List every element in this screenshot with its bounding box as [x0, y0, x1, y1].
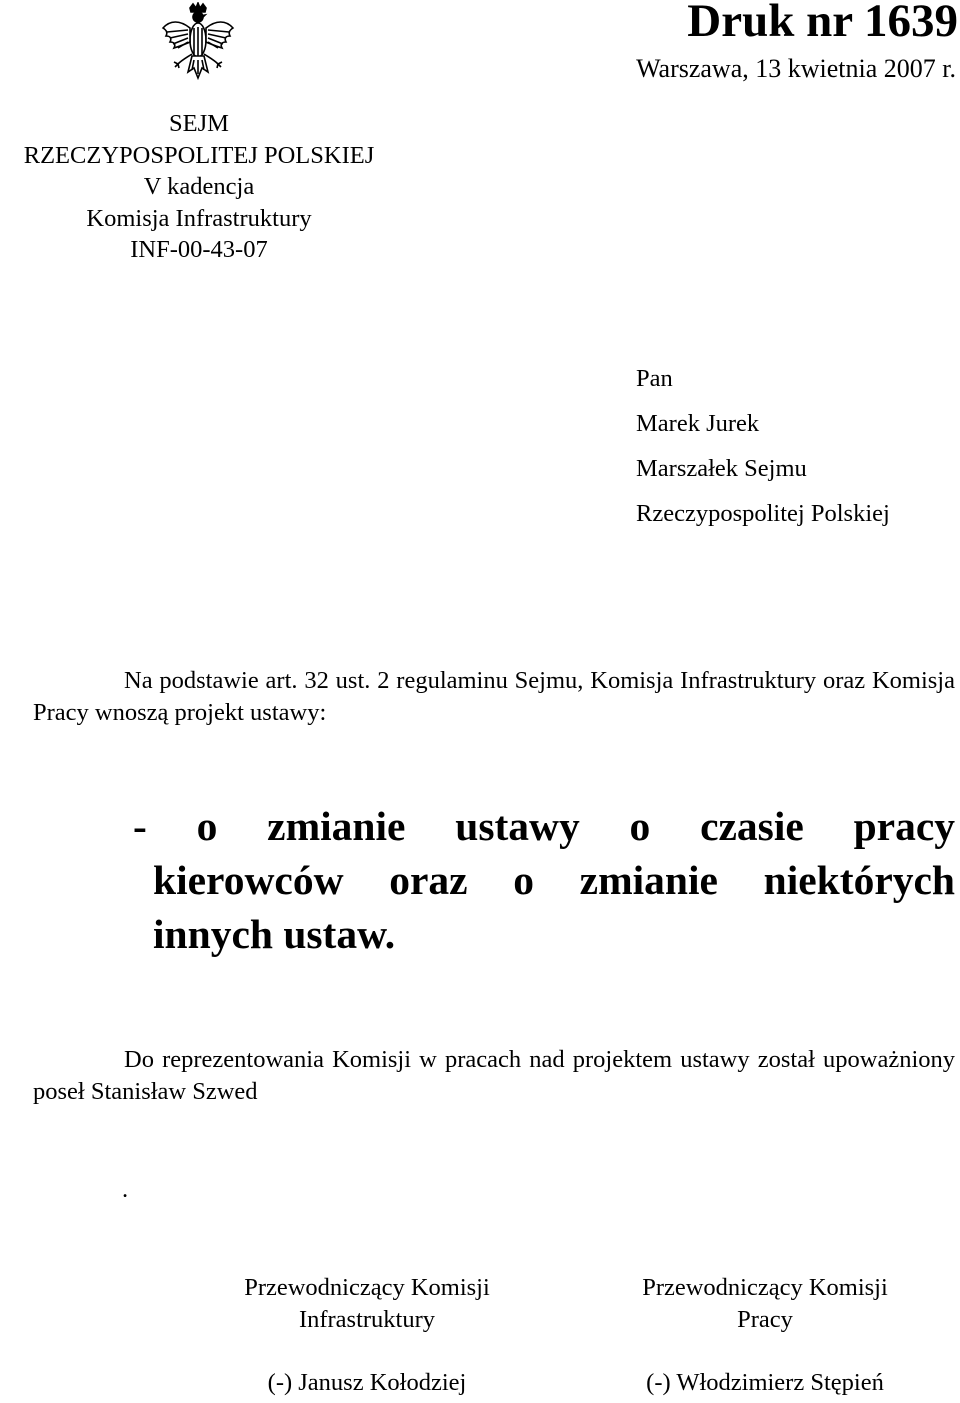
addressee-block	[636, 356, 890, 536]
intro-paragraph	[33, 665, 955, 729]
separator-dot: .	[122, 1176, 129, 1203]
intro-text: Na podstawie art. 32 ust. 2 regulaminu Sejmu, Komisja Infrastruktury oraz Komisja Pracy wnoszą projekt ustawy:	[33, 667, 955, 726]
addressee-line: Marek Jurek	[636, 410, 760, 437]
signature-name: (-) Włodzimierz Stępień	[646, 1369, 884, 1396]
signature-infrastructure	[207, 1272, 527, 1399]
sender-line: INF-00-43-07	[130, 236, 268, 263]
bill-title-line: innych ustaw.	[153, 911, 396, 957]
sender-block	[0, 108, 398, 266]
signature-labour	[605, 1272, 925, 1399]
place-and-date: Warszawa, 13 kwietnia 2007 r.	[636, 54, 956, 83]
polish-eagle-emblem-icon	[160, 2, 236, 80]
signature-title: Pracy	[737, 1306, 793, 1333]
representative-paragraph	[33, 1044, 955, 1108]
addressee-line: Pan	[636, 365, 673, 392]
bill-title	[133, 799, 955, 961]
addressee-line: Marszałek Sejmu	[636, 455, 807, 482]
bill-title-line: kierowców oraz o zmianie niektórych	[153, 857, 955, 903]
signature-title: Przewodniczący Komisji	[244, 1274, 490, 1301]
sender-line: RZECZYPOSPOLITEJ POLSKIEJ	[23, 141, 375, 169]
signature-name: (-) Janusz Kołodziej	[267, 1369, 467, 1396]
sender-line: Komisja Infrastruktury	[86, 204, 312, 232]
sender-line: V kadencja	[143, 173, 255, 200]
addressee-line: Rzeczypospolitej Polskiej	[636, 500, 890, 527]
print-number: Druk nr 1639	[687, 0, 958, 47]
signature-title: Przewodniczący Komisji	[642, 1274, 888, 1301]
sender-line: SEJM	[169, 110, 229, 137]
signature-title: Infrastruktury	[298, 1306, 436, 1333]
bill-title-line: - o zmianie ustawy o czasie pracy	[133, 803, 955, 849]
representative-text: Do reprezentowania Komisji w pracach nad projektem ustawy został upoważniony poseł Stanisław Szwed	[33, 1046, 955, 1105]
